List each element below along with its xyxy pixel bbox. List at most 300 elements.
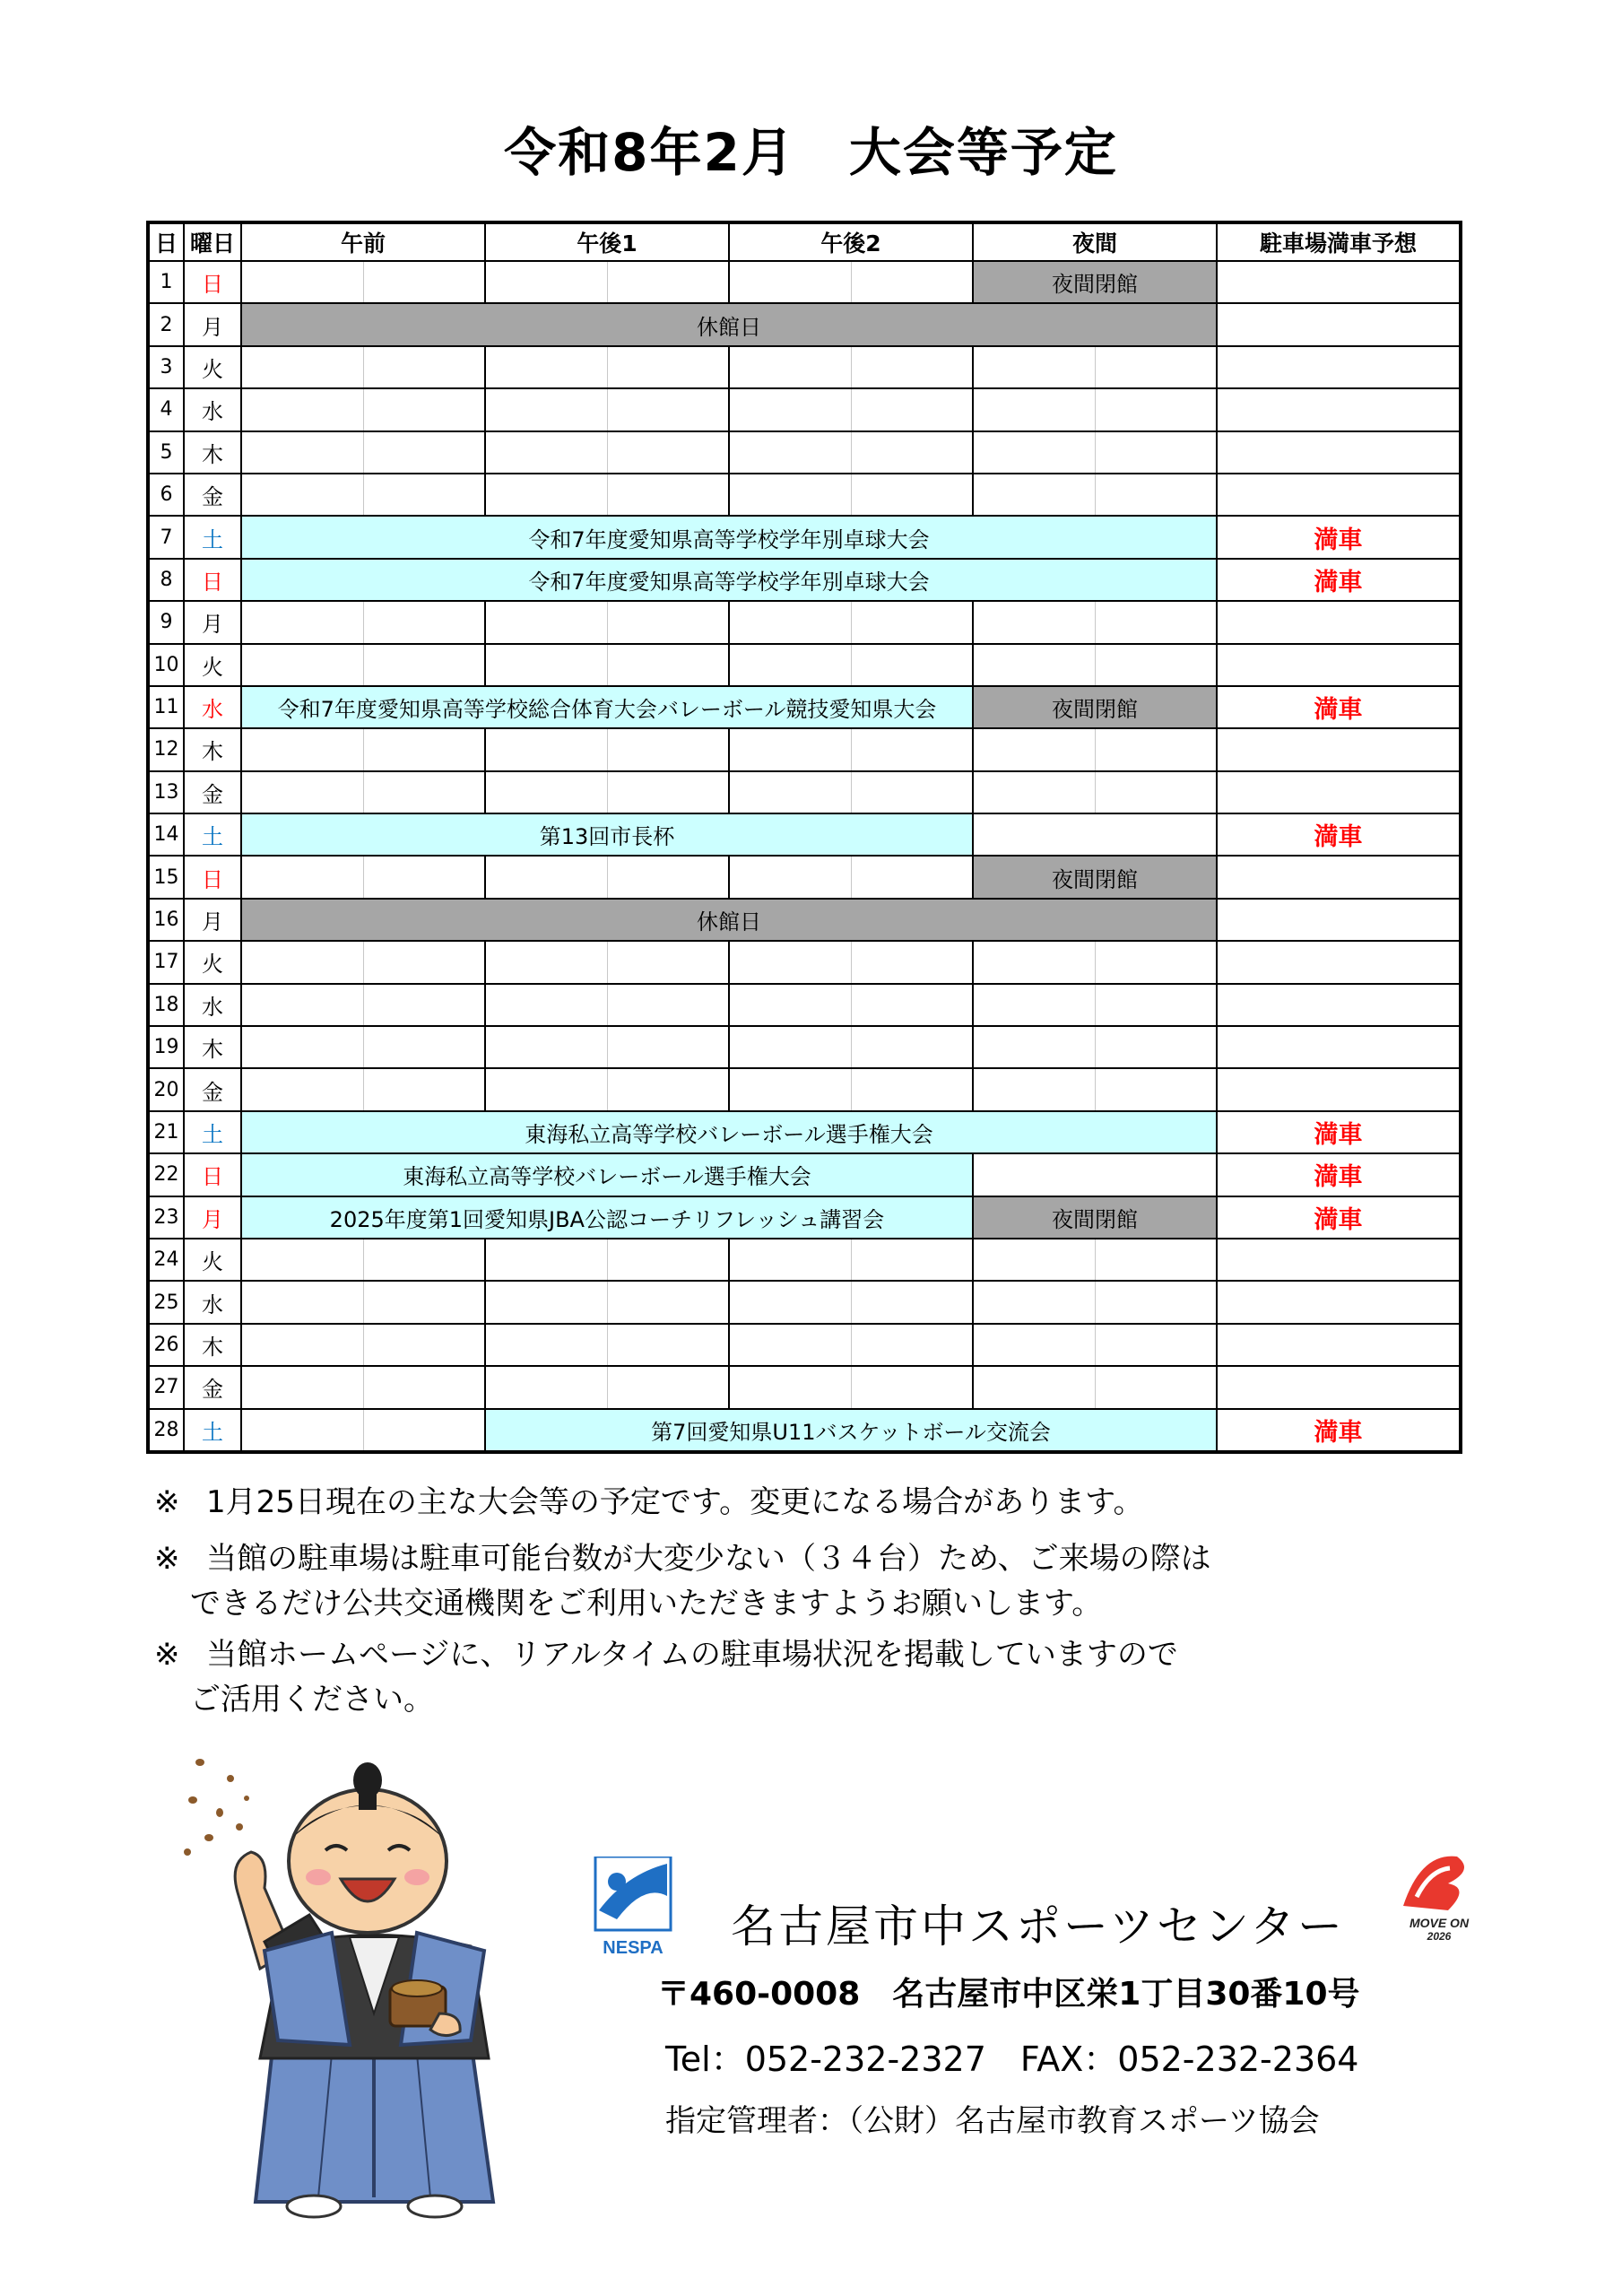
empty-cell bbox=[241, 771, 363, 813]
empty-cell bbox=[1095, 644, 1217, 686]
empty-cell bbox=[607, 346, 729, 388]
closed-cell: 夜間閉館 bbox=[973, 686, 1217, 728]
parking-forecast: 満車 bbox=[1217, 813, 1461, 856]
empty-cell bbox=[607, 1366, 729, 1408]
empty-cell bbox=[973, 813, 1217, 856]
day-number: 26 bbox=[148, 1324, 184, 1366]
empty-cell bbox=[241, 1366, 363, 1408]
phone-fax: Tel：052-232-2327 FAX：052-232-2364 bbox=[665, 2039, 1359, 2079]
day-number: 20 bbox=[148, 1068, 184, 1110]
table-row bbox=[148, 728, 1461, 770]
event-cell: 東海私立高等学校バレーボール選手権大会 bbox=[241, 1153, 973, 1196]
empty-cell bbox=[973, 1324, 1095, 1366]
empty-cell bbox=[363, 1026, 485, 1068]
parking-forecast bbox=[1217, 1068, 1461, 1110]
weekday: 土 bbox=[184, 1111, 241, 1153]
parking-forecast bbox=[1217, 856, 1461, 898]
empty-cell bbox=[241, 1239, 363, 1281]
empty-cell bbox=[241, 984, 363, 1026]
empty-cell bbox=[729, 388, 851, 430]
empty-cell bbox=[485, 601, 607, 643]
empty-cell bbox=[851, 771, 973, 813]
day-number: 9 bbox=[148, 601, 184, 643]
empty-cell bbox=[485, 1239, 607, 1281]
empty-cell bbox=[241, 261, 363, 303]
parking-forecast bbox=[1217, 431, 1461, 474]
weekday: 金 bbox=[184, 771, 241, 813]
table-row bbox=[148, 346, 1461, 388]
empty-cell bbox=[851, 601, 973, 643]
day-number: 21 bbox=[148, 1111, 184, 1153]
table-row bbox=[148, 1196, 1461, 1239]
empty-cell bbox=[607, 771, 729, 813]
table-header-row bbox=[148, 222, 1461, 261]
table-row bbox=[148, 771, 1461, 813]
empty-cell bbox=[363, 388, 485, 430]
note-3 bbox=[154, 1632, 1178, 1722]
empty-cell bbox=[607, 388, 729, 430]
empty-cell bbox=[485, 1324, 607, 1366]
empty-cell bbox=[851, 346, 973, 388]
empty-cell bbox=[363, 771, 485, 813]
empty-cell bbox=[851, 1239, 973, 1281]
table-row bbox=[148, 1281, 1461, 1323]
empty-cell bbox=[1095, 1068, 1217, 1110]
table-row bbox=[148, 644, 1461, 686]
empty-cell bbox=[363, 1324, 485, 1366]
empty-cell bbox=[241, 346, 363, 388]
empty-cell bbox=[363, 601, 485, 643]
day-number: 8 bbox=[148, 559, 184, 601]
empty-cell bbox=[485, 1068, 607, 1110]
empty-cell bbox=[485, 1026, 607, 1068]
nespa-logo-icon bbox=[590, 1857, 676, 1964]
empty-cell bbox=[363, 856, 485, 898]
day-number: 11 bbox=[148, 686, 184, 728]
weekday: 日 bbox=[184, 1153, 241, 1196]
empty-cell bbox=[973, 601, 1095, 643]
empty-cell bbox=[973, 728, 1095, 770]
table-row bbox=[148, 261, 1461, 303]
day-number: 15 bbox=[148, 856, 184, 898]
empty-cell bbox=[729, 728, 851, 770]
empty-cell bbox=[851, 941, 973, 983]
empty-cell bbox=[729, 984, 851, 1026]
empty-cell bbox=[485, 728, 607, 770]
closed-cell: 夜間閉館 bbox=[973, 1196, 1217, 1239]
weekday: 木 bbox=[184, 728, 241, 770]
empty-cell bbox=[363, 941, 485, 983]
empty-cell bbox=[607, 431, 729, 474]
weekday: 月 bbox=[184, 899, 241, 941]
weekday: 土 bbox=[184, 516, 241, 558]
empty-cell bbox=[973, 1281, 1095, 1323]
header-morning: 午前 bbox=[241, 222, 485, 261]
weekday: 火 bbox=[184, 346, 241, 388]
empty-cell bbox=[973, 346, 1095, 388]
empty-cell bbox=[729, 601, 851, 643]
empty-cell bbox=[363, 728, 485, 770]
empty-cell bbox=[729, 346, 851, 388]
empty-cell bbox=[607, 1068, 729, 1110]
parking-forecast: 満車 bbox=[1217, 516, 1461, 558]
samurai-mascot-icon bbox=[175, 1744, 551, 2229]
empty-cell bbox=[1095, 1324, 1217, 1366]
table-row bbox=[148, 559, 1461, 601]
table-row bbox=[148, 1324, 1461, 1366]
header-day: 日 bbox=[148, 222, 184, 261]
empty-cell bbox=[485, 474, 607, 516]
table-row bbox=[148, 899, 1461, 941]
weekday: 金 bbox=[184, 474, 241, 516]
table-row bbox=[148, 856, 1461, 898]
table-row bbox=[148, 1239, 1461, 1281]
empty-cell bbox=[607, 601, 729, 643]
empty-cell bbox=[851, 474, 973, 516]
day-number: 6 bbox=[148, 474, 184, 516]
empty-cell bbox=[1095, 771, 1217, 813]
empty-cell bbox=[729, 1324, 851, 1366]
parking-forecast bbox=[1217, 388, 1461, 430]
weekday: 金 bbox=[184, 1068, 241, 1110]
empty-cell bbox=[363, 1068, 485, 1110]
empty-cell bbox=[973, 474, 1095, 516]
empty-cell bbox=[241, 856, 363, 898]
empty-cell bbox=[973, 941, 1095, 983]
header-parking: 駐車場満車予想 bbox=[1217, 222, 1461, 261]
parking-forecast bbox=[1217, 1239, 1461, 1281]
empty-cell bbox=[1095, 388, 1217, 430]
empty-cell bbox=[607, 1239, 729, 1281]
empty-cell bbox=[485, 856, 607, 898]
empty-cell bbox=[363, 474, 485, 516]
day-number: 25 bbox=[148, 1281, 184, 1323]
empty-cell bbox=[241, 728, 363, 770]
day-number: 1 bbox=[148, 261, 184, 303]
weekday: 木 bbox=[184, 431, 241, 474]
day-number: 19 bbox=[148, 1026, 184, 1068]
empty-cell bbox=[1095, 728, 1217, 770]
empty-cell bbox=[729, 1026, 851, 1068]
empty-cell bbox=[241, 1068, 363, 1110]
empty-cell bbox=[851, 644, 973, 686]
empty-cell bbox=[851, 388, 973, 430]
table-row bbox=[148, 1026, 1461, 1068]
table-row bbox=[148, 1409, 1461, 1452]
closed-cell: 夜間閉館 bbox=[973, 856, 1217, 898]
empty-cell bbox=[851, 856, 973, 898]
note-mark: ※ bbox=[154, 1541, 180, 1577]
empty-cell bbox=[485, 941, 607, 983]
weekday: 水 bbox=[184, 388, 241, 430]
table-row bbox=[148, 1068, 1461, 1110]
parking-forecast: 満車 bbox=[1217, 559, 1461, 601]
event-cell: 第13回市長杯 bbox=[241, 813, 973, 856]
empty-cell bbox=[241, 431, 363, 474]
event-cell: 2025年度第1回愛知県JBA公認コーチリフレッシュ講習会 bbox=[241, 1196, 973, 1239]
empty-cell bbox=[729, 474, 851, 516]
empty-cell bbox=[973, 1026, 1095, 1068]
empty-cell bbox=[607, 856, 729, 898]
empty-cell bbox=[729, 431, 851, 474]
empty-cell bbox=[729, 1281, 851, 1323]
empty-cell bbox=[1095, 1239, 1217, 1281]
empty-cell bbox=[851, 728, 973, 770]
weekday: 水 bbox=[184, 1281, 241, 1323]
move-on-2026-logo-icon bbox=[1394, 1843, 1484, 1942]
empty-cell bbox=[607, 261, 729, 303]
empty-cell bbox=[241, 388, 363, 430]
empty-cell bbox=[363, 1366, 485, 1408]
weekday: 月 bbox=[184, 601, 241, 643]
empty-cell bbox=[241, 1409, 363, 1452]
empty-cell bbox=[851, 1026, 973, 1068]
table-row bbox=[148, 813, 1461, 856]
note-2-text-a: 当館の駐車場は駐車可能台数が大変少ない（３４台）ため、ご来場の際は bbox=[206, 1541, 1211, 1577]
parking-forecast: 満車 bbox=[1217, 1196, 1461, 1239]
empty-cell bbox=[485, 431, 607, 474]
event-cell: 令和7年度愛知県高等学校総合体育大会バレーボール競技愛知県大会 bbox=[241, 686, 973, 728]
empty-cell bbox=[241, 1324, 363, 1366]
svg-text:2026: 2026 bbox=[1427, 1930, 1452, 1942]
empty-cell bbox=[241, 1281, 363, 1323]
empty-cell bbox=[851, 1324, 973, 1366]
empty-cell bbox=[973, 388, 1095, 430]
parking-forecast bbox=[1217, 1366, 1461, 1408]
empty-cell bbox=[1095, 941, 1217, 983]
closed-cell: 休館日 bbox=[241, 303, 1217, 345]
table-row bbox=[148, 1111, 1461, 1153]
empty-cell bbox=[1095, 601, 1217, 643]
parking-forecast bbox=[1217, 984, 1461, 1026]
empty-cell bbox=[973, 1153, 1217, 1196]
empty-cell bbox=[1095, 984, 1217, 1026]
empty-cell bbox=[1095, 1281, 1217, 1323]
weekday: 月 bbox=[184, 1196, 241, 1239]
empty-cell bbox=[485, 644, 607, 686]
empty-cell bbox=[363, 346, 485, 388]
center-name: 名古屋市中スポーツセンター bbox=[731, 1900, 1345, 1952]
empty-cell bbox=[729, 644, 851, 686]
day-number: 18 bbox=[148, 984, 184, 1026]
parking-forecast bbox=[1217, 474, 1461, 516]
empty-cell bbox=[1095, 1026, 1217, 1068]
day-number: 12 bbox=[148, 728, 184, 770]
parking-forecast bbox=[1217, 346, 1461, 388]
parking-forecast bbox=[1217, 771, 1461, 813]
parking-forecast bbox=[1217, 941, 1461, 983]
table-row bbox=[148, 474, 1461, 516]
parking-forecast bbox=[1217, 1281, 1461, 1323]
header-afternoon2: 午後2 bbox=[729, 222, 973, 261]
empty-cell bbox=[485, 1366, 607, 1408]
parking-forecast: 満車 bbox=[1217, 1409, 1461, 1452]
weekday: 木 bbox=[184, 1026, 241, 1068]
empty-cell bbox=[973, 431, 1095, 474]
table-row bbox=[148, 303, 1461, 345]
parking-forecast bbox=[1217, 1324, 1461, 1366]
empty-cell bbox=[1095, 346, 1217, 388]
empty-cell bbox=[485, 984, 607, 1026]
empty-cell bbox=[607, 1026, 729, 1068]
schedule-table bbox=[146, 221, 1462, 1454]
empty-cell bbox=[851, 1281, 973, 1323]
address: 〒460-0008 名古屋市中区栄1丁目30番10号 bbox=[657, 1976, 1360, 2013]
empty-cell bbox=[363, 644, 485, 686]
empty-cell bbox=[973, 1366, 1095, 1408]
empty-cell bbox=[607, 941, 729, 983]
note-1-text: 1月25日現在の主な大会等の予定です。変更になる場合があります。 bbox=[206, 1484, 1144, 1520]
parking-forecast bbox=[1217, 1026, 1461, 1068]
weekday: 火 bbox=[184, 1239, 241, 1281]
day-number: 23 bbox=[148, 1196, 184, 1239]
empty-cell bbox=[363, 431, 485, 474]
day-number: 7 bbox=[148, 516, 184, 558]
closed-cell: 夜間閉館 bbox=[973, 261, 1217, 303]
empty-cell bbox=[485, 1281, 607, 1323]
weekday: 火 bbox=[184, 941, 241, 983]
empty-cell bbox=[973, 1068, 1095, 1110]
day-number: 24 bbox=[148, 1239, 184, 1281]
table-row bbox=[148, 601, 1461, 643]
day-number: 13 bbox=[148, 771, 184, 813]
empty-cell bbox=[363, 1409, 485, 1452]
empty-cell bbox=[851, 261, 973, 303]
empty-cell bbox=[241, 601, 363, 643]
closed-cell: 休館日 bbox=[241, 899, 1217, 941]
empty-cell bbox=[851, 1366, 973, 1408]
empty-cell bbox=[729, 1239, 851, 1281]
day-number: 22 bbox=[148, 1153, 184, 1196]
empty-cell bbox=[973, 1239, 1095, 1281]
table-row bbox=[148, 1153, 1461, 1196]
empty-cell bbox=[607, 644, 729, 686]
weekday: 水 bbox=[184, 984, 241, 1026]
note-2-text-b: できるだけ公共交通機関をご利用いただきますようお願いします。 bbox=[190, 1586, 1103, 1622]
nespa-logo-text: NESPA bbox=[603, 1938, 664, 1958]
event-cell: 第7回愛知県U11バスケットボール交流会 bbox=[485, 1409, 1217, 1452]
table-row bbox=[148, 941, 1461, 983]
svg-text:MOVE ON: MOVE ON bbox=[1409, 1916, 1470, 1930]
weekday: 木 bbox=[184, 1324, 241, 1366]
day-number: 5 bbox=[148, 431, 184, 474]
weekday: 土 bbox=[184, 813, 241, 856]
empty-cell bbox=[241, 941, 363, 983]
table-row bbox=[148, 686, 1461, 728]
parking-forecast bbox=[1217, 899, 1461, 941]
header-weekday: 曜日 bbox=[184, 222, 241, 261]
day-number: 4 bbox=[148, 388, 184, 430]
empty-cell bbox=[729, 1366, 851, 1408]
empty-cell bbox=[607, 728, 729, 770]
designated-manager: 指定管理者：（公財）名古屋市教育スポーツ協会 bbox=[665, 2103, 1320, 2139]
weekday: 水 bbox=[184, 686, 241, 728]
day-number: 16 bbox=[148, 899, 184, 941]
empty-cell bbox=[485, 261, 607, 303]
empty-cell bbox=[729, 1068, 851, 1110]
header-afternoon1: 午後1 bbox=[485, 222, 729, 261]
empty-cell bbox=[1095, 1366, 1217, 1408]
event-cell: 東海私立高等学校バレーボール選手権大会 bbox=[241, 1111, 1217, 1153]
table-row bbox=[148, 516, 1461, 558]
weekday: 土 bbox=[184, 1409, 241, 1452]
weekday: 日 bbox=[184, 856, 241, 898]
empty-cell bbox=[607, 984, 729, 1026]
empty-cell bbox=[729, 856, 851, 898]
empty-cell bbox=[607, 1281, 729, 1323]
empty-cell bbox=[363, 1239, 485, 1281]
empty-cell bbox=[241, 474, 363, 516]
empty-cell bbox=[607, 474, 729, 516]
parking-forecast: 満車 bbox=[1217, 1111, 1461, 1153]
table-row bbox=[148, 1366, 1461, 1408]
note-mark: ※ bbox=[154, 1484, 180, 1520]
note-2 bbox=[154, 1536, 1211, 1626]
empty-cell bbox=[241, 644, 363, 686]
empty-cell bbox=[607, 1324, 729, 1366]
empty-cell bbox=[851, 984, 973, 1026]
parking-forecast bbox=[1217, 261, 1461, 303]
day-number: 2 bbox=[148, 303, 184, 345]
note-1 bbox=[154, 1480, 1143, 1525]
empty-cell bbox=[363, 261, 485, 303]
note-mark: ※ bbox=[154, 1637, 180, 1673]
weekday: 日 bbox=[184, 261, 241, 303]
table-row bbox=[148, 984, 1461, 1026]
empty-cell bbox=[485, 771, 607, 813]
table-row bbox=[148, 431, 1461, 474]
day-number: 14 bbox=[148, 813, 184, 856]
empty-cell bbox=[363, 984, 485, 1026]
weekday: 火 bbox=[184, 644, 241, 686]
parking-forecast bbox=[1217, 728, 1461, 770]
table-row bbox=[148, 388, 1461, 430]
empty-cell bbox=[851, 431, 973, 474]
empty-cell bbox=[729, 941, 851, 983]
parking-forecast bbox=[1217, 601, 1461, 643]
empty-cell bbox=[485, 346, 607, 388]
empty-cell bbox=[363, 1281, 485, 1323]
empty-cell bbox=[973, 984, 1095, 1026]
empty-cell bbox=[1095, 431, 1217, 474]
parking-forecast: 満車 bbox=[1217, 686, 1461, 728]
empty-cell bbox=[973, 644, 1095, 686]
weekday: 金 bbox=[184, 1366, 241, 1408]
empty-cell bbox=[973, 771, 1095, 813]
day-number: 17 bbox=[148, 941, 184, 983]
parking-forecast: 満車 bbox=[1217, 1153, 1461, 1196]
note-3-text-a: 当館ホームページに、リアルタイムの駐車場状況を掲載していますので bbox=[206, 1637, 1178, 1673]
parking-forecast bbox=[1217, 644, 1461, 686]
parking-forecast bbox=[1217, 303, 1461, 345]
header-night: 夜間 bbox=[973, 222, 1217, 261]
day-number: 28 bbox=[148, 1409, 184, 1452]
empty-cell bbox=[851, 1068, 973, 1110]
event-cell: 令和7年度愛知県高等学校学年別卓球大会 bbox=[241, 559, 1217, 601]
empty-cell bbox=[729, 261, 851, 303]
page-title: 令和8年2月 大会等予定 bbox=[504, 122, 1118, 183]
note-3-text-b: ご活用ください。 bbox=[190, 1682, 434, 1718]
day-number: 10 bbox=[148, 644, 184, 686]
weekday: 月 bbox=[184, 303, 241, 345]
event-cell: 令和7年度愛知県高等学校学年別卓球大会 bbox=[241, 516, 1217, 558]
schedule-body bbox=[148, 261, 1461, 1452]
empty-cell bbox=[729, 771, 851, 813]
weekday: 日 bbox=[184, 559, 241, 601]
day-number: 3 bbox=[148, 346, 184, 388]
day-number: 27 bbox=[148, 1366, 184, 1408]
empty-cell bbox=[1095, 474, 1217, 516]
